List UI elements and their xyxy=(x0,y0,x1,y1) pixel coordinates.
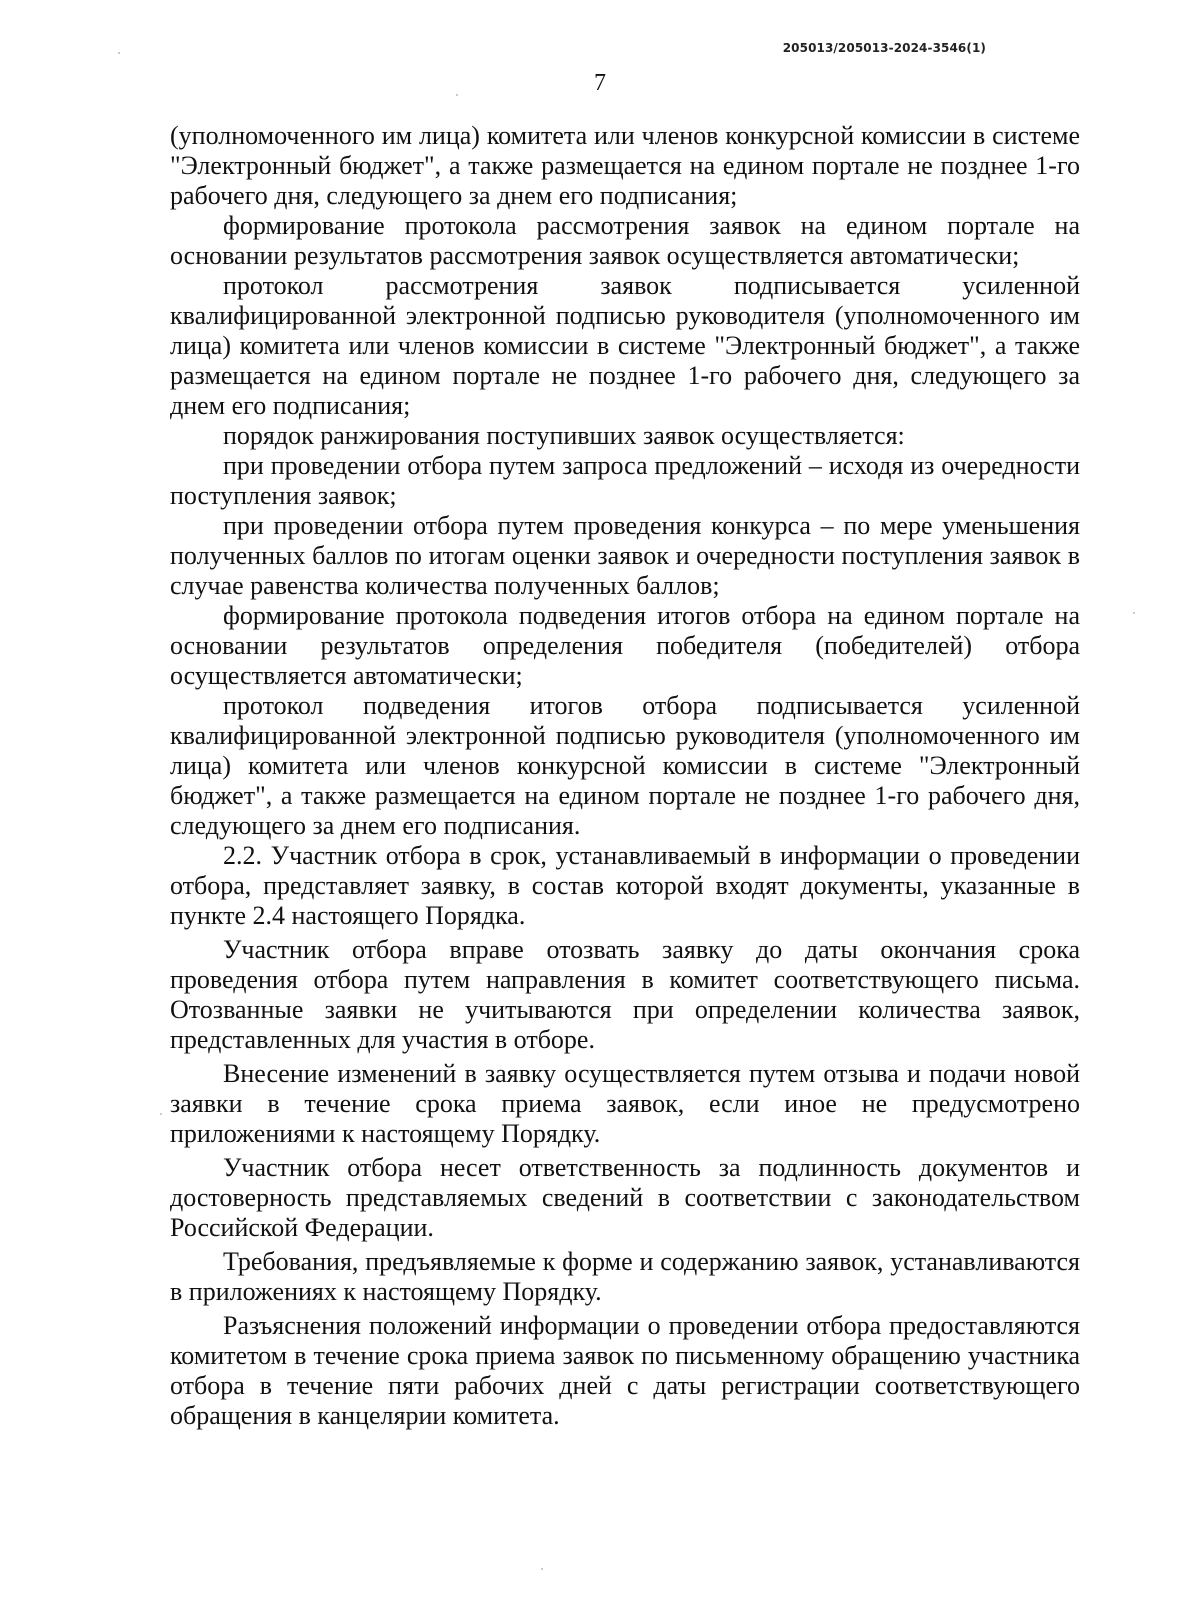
page-number: 7 xyxy=(594,70,606,96)
scan-speck xyxy=(118,52,120,54)
paragraph: Участник отбора вправе отозвать заявку до даты окончания срока проведения отбора путем направления в комитет соответствующего письма. Отозванные заявки не учитываются при определении количества заявок, представленных для участия в отборе. xyxy=(170,935,1080,1054)
scan-speck xyxy=(456,94,458,96)
paragraph: при проведении отбора путем проведения конкурса – по мере уменьшения полученных баллов по итогам оценки заявок и очередности поступления заявок в случае равенства количества полученных баллов; xyxy=(170,511,1080,600)
document-body xyxy=(170,121,1080,1431)
paragraph: при проведении отбора путем запроса предложений – исходя из очередности поступления заявок; xyxy=(170,451,1080,510)
paragraph: порядок ранжирования поступивших заявок осуществляется: xyxy=(223,421,905,450)
paragraph: формирование протокола рассмотрения заявок на едином портале на основании результатов рассмотрения заявок осуществляется автоматически; xyxy=(170,211,1080,270)
paragraph: 2.2. Участник отбора в срок, устанавливаемый в информации о проведении отбора, представляет заявку, в состав которой входят документы, указанные в пункте 2.4 настоящего Порядка. xyxy=(170,841,1080,930)
paragraph: протокол рассмотрения заявок подписывается усиленной квалифицированной электронной подписью руководителя (уполномоченного им лица) комитета или членов комиссии в системе "Электронный бюджет", а также размещается на едином портале не позднее 1-го рабочего дня, следующего за днем его подписания; xyxy=(170,271,1080,420)
paragraph: протокол подведения итогов отбора подписывается усиленной квалифицированной электронной подписью руководителя (уполномоченного им лица) комитета или членов конкурсной комиссии в системе "Электронный бюджет", а также размещается на едином портале не позднее 1-го рабочего дня, следующего за днем его подписания. xyxy=(170,691,1080,840)
scan-speck xyxy=(1133,612,1135,614)
paragraph: Требования, предъявляемые к форме и содержанию заявок, устанавливаются в приложениях к настоящему Порядку. xyxy=(170,1247,1080,1306)
document-id: 205013/205013-2024-3546(1) xyxy=(782,41,986,55)
paragraph: формирование протокола подведения итогов отбора на едином портале на основании результатов определения победителя (победителей) отбора осуществляется автоматически; xyxy=(170,601,1080,690)
paragraph: Участник отбора несет ответственность за подлинность документов и достоверность представляемых сведений в соответствии с законодательством Российской Федерации. xyxy=(170,1153,1080,1242)
paragraph: (уполномоченного им лица) комитета или членов конкурсной комиссии в системе "Электронный бюджет", а также размещается на едином портале не позднее 1-го рабочего дня, следующего за днем его подписания; xyxy=(170,121,1080,210)
scan-speck xyxy=(541,1568,543,1570)
scan-speck xyxy=(160,1113,162,1115)
paragraph: Внесение изменений в заявку осуществляется путем отзыва и подачи новой заявки в течение срока приема заявок, если иное не предусмотрено приложениями к настоящему Порядку. xyxy=(170,1059,1080,1148)
paragraph: Разъяснения положений информации о проведении отбора предоставляются комитетом в течение срока приема заявок по письменному обращению участника отбора в течение пяти рабочих дней с даты регистрации соответствующего обращения в канцелярии комитета. xyxy=(170,1311,1080,1430)
